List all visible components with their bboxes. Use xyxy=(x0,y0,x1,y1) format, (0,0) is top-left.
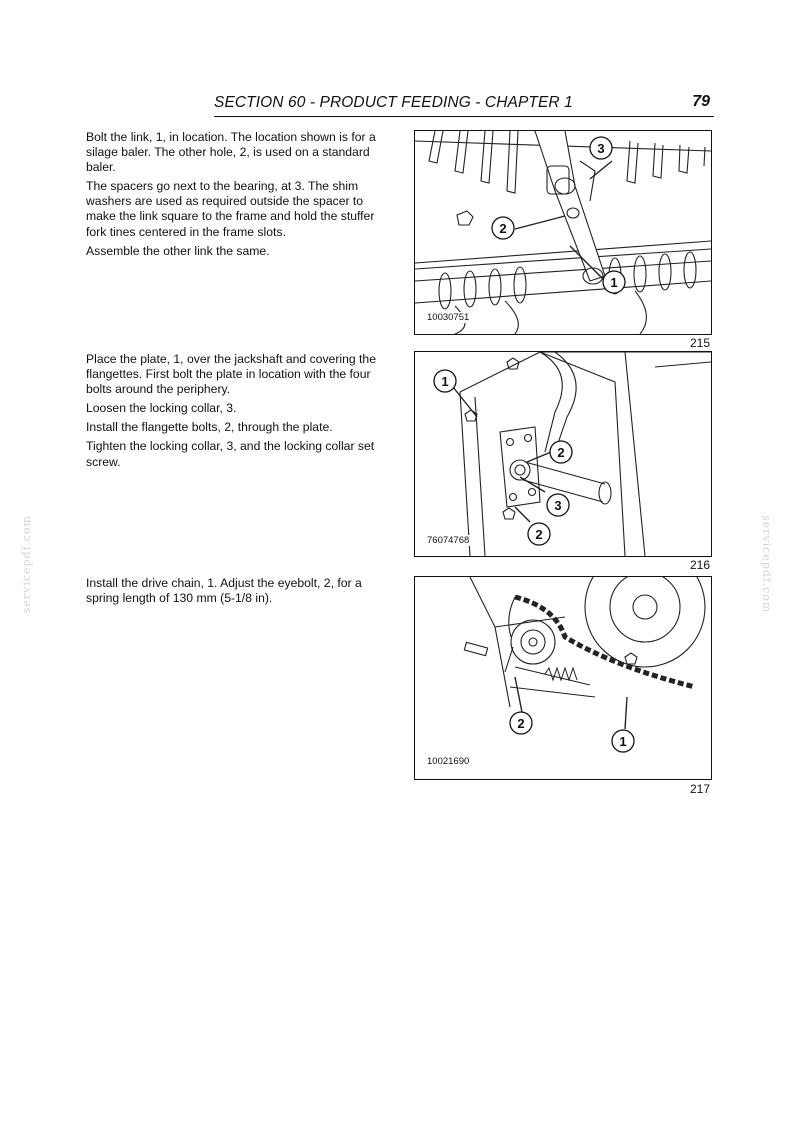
paragraph: Install the drive chain, 1. Adjust the eyebolt, 2, for a spring length of 130 mm (5-1/8 in). xyxy=(86,576,362,606)
figure-215-illustration xyxy=(414,130,712,335)
callout-2: 2 xyxy=(557,445,565,460)
drive-chain-illustration xyxy=(415,577,711,779)
paragraph: Loosen the locking collar, 3. xyxy=(86,401,237,416)
callout-2: 2 xyxy=(499,221,507,236)
callout-2: 2 xyxy=(535,527,543,542)
page-header xyxy=(214,92,714,117)
figure-217-illustration xyxy=(414,576,712,780)
callout-1: 1 xyxy=(610,275,618,290)
paragraph: Assemble the other link the same. xyxy=(86,243,270,258)
instruction-block-2 xyxy=(86,352,380,474)
page-number: 79 xyxy=(692,93,710,110)
figure-number: 215 xyxy=(689,336,710,350)
callout-2: 2 xyxy=(517,716,525,731)
callout-1: 1 xyxy=(619,734,627,749)
callout-3: 3 xyxy=(554,498,562,513)
watermark-left: servicepdf.com xyxy=(20,515,33,614)
instruction-block-1 xyxy=(86,130,380,263)
watermark-right: servicepdf.com xyxy=(760,515,773,614)
paragraph: Install the flangette bolts, 2, through the plate. xyxy=(86,420,333,435)
paragraph: Tighten the locking collar, 3, and the locking collar set screw. xyxy=(86,439,375,469)
paragraph: Bolt the link, 1, in location. The location shown is for a silage baler. The other hole, 2, is used on a standard baler. xyxy=(86,130,376,175)
callout-1: 1 xyxy=(441,374,449,389)
figure-number: 217 xyxy=(689,782,710,796)
figure-216-illustration xyxy=(414,351,712,557)
figure-code: 76074768 xyxy=(427,535,470,546)
figure-number: 216 xyxy=(689,558,710,572)
paragraph: Place the plate, 1, over the jackshaft and covering the flangettes. First bolt the plate in location with the four bolts around the periphery. xyxy=(86,352,376,397)
figure-code: 10021690 xyxy=(427,756,470,767)
instruction-block-3 xyxy=(86,576,380,610)
callout-3: 3 xyxy=(597,141,605,156)
link-bearing-illustration xyxy=(415,131,711,334)
plate-jackshaft-illustration xyxy=(415,352,711,556)
figure-code: 10030751 xyxy=(427,312,470,323)
section-title: SECTION 60 - PRODUCT FEEDING - CHAPTER 1 xyxy=(214,94,573,111)
paragraph: The spacers go next to the bearing, at 3. The shim washers are used as required outside the spacer to make the link square to the frame and hold the stuffer fork tines centered in the frame slots. xyxy=(86,179,375,239)
